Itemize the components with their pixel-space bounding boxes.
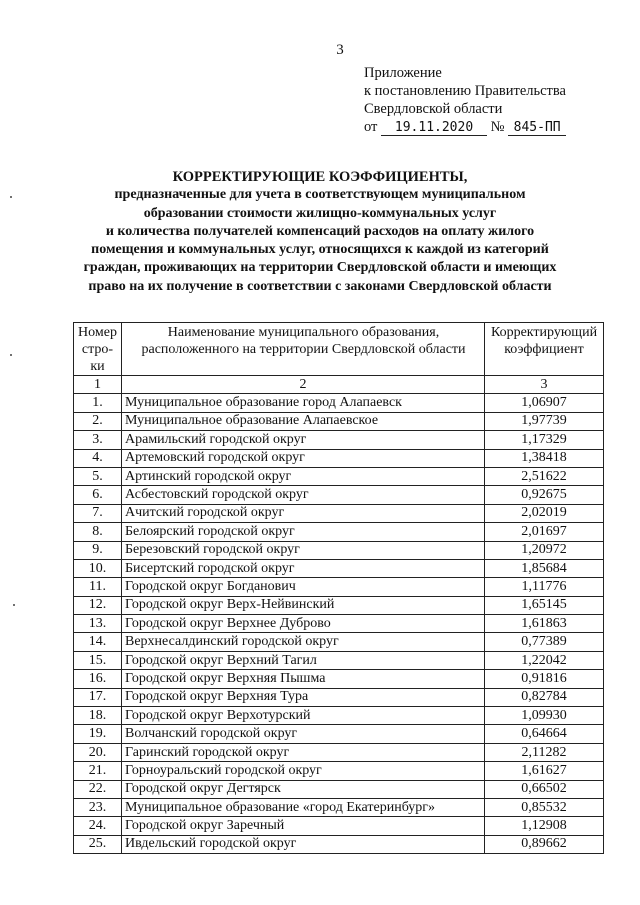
- coefficient-value: 2,01697: [485, 523, 604, 541]
- table-row: [74, 743, 604, 761]
- document-title: [30, 168, 610, 296]
- appendix-line-3: Свердловской области: [364, 101, 503, 117]
- page-number: 3: [336, 42, 344, 58]
- municipality-name: Муниципальное образование «город Екатеринбург»: [122, 798, 485, 816]
- table-row: [74, 504, 604, 522]
- municipality-name: Муниципальное образование Алапаевское: [122, 412, 485, 430]
- table-row: [74, 394, 604, 412]
- table-row: [74, 596, 604, 614]
- coefficient-value: 0,64664: [485, 725, 604, 743]
- coefficient-value: 1,61627: [485, 762, 604, 780]
- row-number: 10.: [74, 559, 122, 577]
- municipality-name: Городской округ Верхний Тагил: [122, 651, 485, 669]
- title-line: предназначенные для учета в соответствующем муниципальном: [114, 187, 526, 203]
- coefficient-value: 0,92675: [485, 486, 604, 504]
- row-number: 17.: [74, 688, 122, 706]
- coefficient-value: 1,38418: [485, 449, 604, 467]
- table-row: [74, 670, 604, 688]
- header-text: Корректирующий: [490, 325, 598, 340]
- coefficient-value: 2,11282: [485, 743, 604, 761]
- coefficient-value: 1,09930: [485, 707, 604, 725]
- header-text: Наименование муниципального образования,: [167, 325, 440, 340]
- table-row: [74, 688, 604, 706]
- municipality-name: Гаринский городской округ: [122, 743, 485, 761]
- header-municipality: [122, 323, 485, 376]
- header-text: коэффициент: [504, 342, 584, 357]
- title-main: КОРРЕКТИРУЮЩИЕ КОЭФФИЦИЕНТЫ,: [172, 169, 468, 185]
- municipality-name: Волчанский городской округ: [122, 725, 485, 743]
- title-line: право на их получение в соответствии с законами Свердловской области: [88, 278, 552, 294]
- municipality-name: Городской округ Заречный: [122, 817, 485, 835]
- row-number: 1.: [74, 394, 122, 412]
- municipality-name: Ачитский городской округ: [122, 504, 485, 522]
- title-line: и количества получателей компенсаций расходов на оплату жилого: [105, 223, 535, 239]
- row-number: 16.: [74, 670, 122, 688]
- municipality-name: Белоярский городской округ: [122, 523, 485, 541]
- table-row: [74, 780, 604, 798]
- column-index-row: [74, 376, 604, 394]
- header-coefficient: [485, 323, 604, 376]
- municipality-name: Городской округ Верх-Нейвинский: [122, 596, 485, 614]
- appendix-block: [364, 64, 566, 136]
- coefficient-value: 0,82784: [485, 688, 604, 706]
- table-row: [74, 633, 604, 651]
- coefficient-value: 0,66502: [485, 780, 604, 798]
- row-number: 25.: [74, 835, 122, 853]
- municipality-name: Арамильский городской округ: [122, 431, 485, 449]
- header-row-number: [74, 323, 122, 376]
- row-number: 21.: [74, 762, 122, 780]
- municipality-name: Горноуральский городской округ: [122, 762, 485, 780]
- row-number: 4.: [74, 449, 122, 467]
- row-number: 22.: [74, 780, 122, 798]
- municipality-name: Березовский городской округ: [122, 541, 485, 559]
- title-line: граждан, проживающих на территории Свердловской области и имеющих: [83, 260, 557, 276]
- title-line: помещения и коммунальных услуг, относящихся к каждой из категорий: [91, 242, 549, 258]
- table-row: [74, 835, 604, 853]
- table-row: [74, 431, 604, 449]
- resolution-date: 19.11.2020: [381, 120, 487, 136]
- row-number: 9.: [74, 541, 122, 559]
- municipality-name: Городской округ Верхотурский: [122, 707, 485, 725]
- table-header-row: [74, 323, 604, 376]
- municipality-name: Бисертский городской округ: [122, 559, 485, 577]
- row-number: 12.: [74, 596, 122, 614]
- row-number: 14.: [74, 633, 122, 651]
- column-index: 1: [74, 376, 122, 394]
- appendix-line-2: к постановлению Правительства: [364, 83, 566, 99]
- scan-speck: [13, 604, 15, 606]
- coefficient-value: 1,17329: [485, 431, 604, 449]
- table-row: [74, 615, 604, 633]
- header-text: расположенного на территории Свердловской области: [141, 342, 466, 357]
- municipality-name: Артинский городской округ: [122, 467, 485, 485]
- row-number: 3.: [74, 431, 122, 449]
- municipality-name: Верхнесалдинский городской округ: [122, 633, 485, 651]
- coefficient-value: 1,06907: [485, 394, 604, 412]
- title-line: образовании стоимости жилищно-коммунальных услуг: [143, 205, 497, 221]
- municipality-name: Городской округ Богданович: [122, 578, 485, 596]
- coefficient-value: 0,91816: [485, 670, 604, 688]
- scan-speck: [10, 354, 12, 356]
- row-number: 13.: [74, 615, 122, 633]
- row-number: 6.: [74, 486, 122, 504]
- coefficient-value: 0,89662: [485, 835, 604, 853]
- header-text: ки: [90, 359, 105, 374]
- coefficient-value: 1,11776: [485, 578, 604, 596]
- row-number: 11.: [74, 578, 122, 596]
- coefficient-value: 1,22042: [485, 651, 604, 669]
- table-row: [74, 486, 604, 504]
- from-label: от: [364, 119, 378, 135]
- table-row: [74, 707, 604, 725]
- municipality-name: Артемовский городской округ: [122, 449, 485, 467]
- table-row: [74, 541, 604, 559]
- coefficient-value: 1,65145: [485, 596, 604, 614]
- municipality-name: Муниципальное образование город Алапаевск: [122, 394, 485, 412]
- row-number: 19.: [74, 725, 122, 743]
- table-row: [74, 578, 604, 596]
- header-text: Номер: [78, 325, 117, 340]
- municipality-name: Ивдельский городской округ: [122, 835, 485, 853]
- row-number: 2.: [74, 412, 122, 430]
- table-row: [74, 449, 604, 467]
- header-text: стро-: [81, 342, 114, 357]
- table-row: [74, 762, 604, 780]
- coefficient-value: 1,12908: [485, 817, 604, 835]
- row-number: 24.: [74, 817, 122, 835]
- coefficient-value: 2,02019: [485, 504, 604, 522]
- row-number: 20.: [74, 743, 122, 761]
- coefficient-value: 1,61863: [485, 615, 604, 633]
- coefficient-value: 2,51622: [485, 467, 604, 485]
- row-number: 8.: [74, 523, 122, 541]
- column-index: 2: [122, 376, 485, 394]
- resolution-number: 845-ПП: [508, 120, 566, 136]
- coefficient-value: 1,20972: [485, 541, 604, 559]
- row-number: 15.: [74, 651, 122, 669]
- municipality-name: Городской округ Верхнее Дуброво: [122, 615, 485, 633]
- appendix-line-1: Приложение: [364, 65, 442, 81]
- municipality-name: Городской округ Верхняя Тура: [122, 688, 485, 706]
- table-row: [74, 412, 604, 430]
- coefficient-value: 1,85684: [485, 559, 604, 577]
- municipality-name: Городской округ Верхняя Пышма: [122, 670, 485, 688]
- scan-speck: [10, 196, 12, 198]
- table-row: [74, 467, 604, 485]
- row-number: 23.: [74, 798, 122, 816]
- municipality-name: Асбестовский городской округ: [122, 486, 485, 504]
- row-number: 7.: [74, 504, 122, 522]
- number-label: №: [490, 119, 505, 135]
- table-row: [74, 798, 604, 816]
- table-row: [74, 725, 604, 743]
- appendix-date-line: [364, 118, 566, 136]
- table-row: [74, 523, 604, 541]
- coefficient-value: 0,85532: [485, 798, 604, 816]
- column-index: 3: [485, 376, 604, 394]
- coefficient-value: 1,97739: [485, 412, 604, 430]
- table-row: [74, 559, 604, 577]
- table-row: [74, 651, 604, 669]
- coefficient-value: 0,77389: [485, 633, 604, 651]
- row-number: 5.: [74, 467, 122, 485]
- coefficients-table: [73, 322, 604, 854]
- row-number: 18.: [74, 707, 122, 725]
- municipality-name: Городской округ Дегтярск: [122, 780, 485, 798]
- table-row: [74, 817, 604, 835]
